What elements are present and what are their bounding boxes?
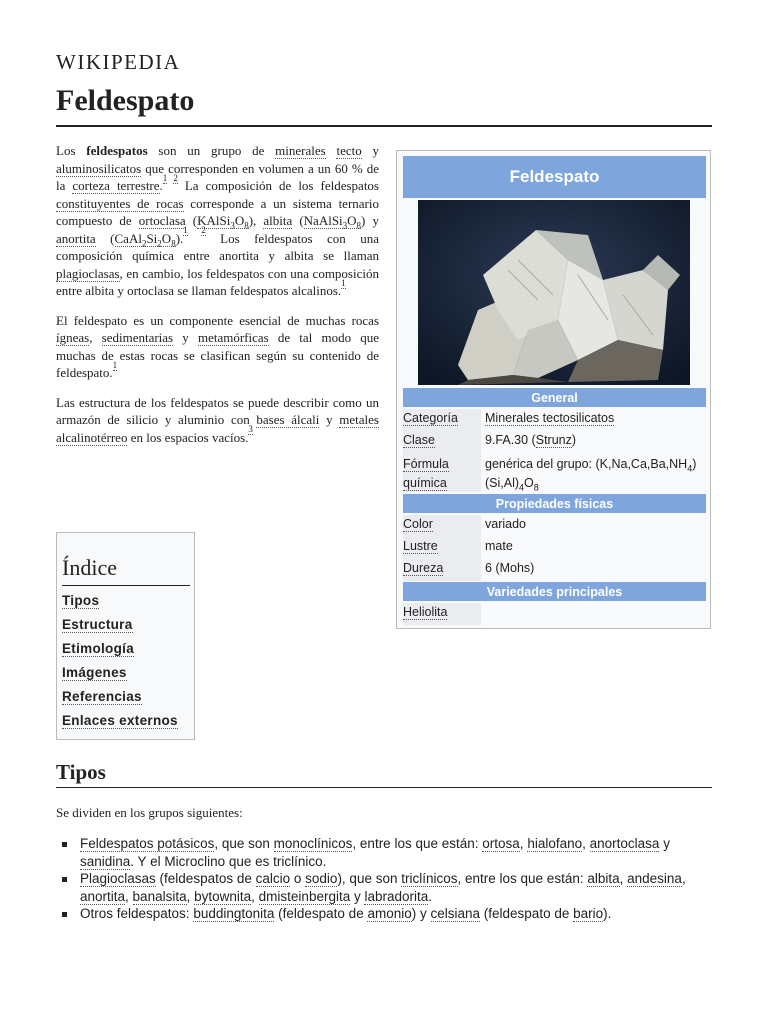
infobox-title: Feldespato [403,156,706,198]
infobox-row-formula: Fórmula química genérica del grupo: $(K,Na,Ca,Ba,NH_4)(Si,Al)_4O_8$ [403,453,706,492]
link-calcio[interactable]: calcio [255,871,291,886]
infobox-section-variedades: Variedades principales [403,582,706,601]
link-bario[interactable]: bario [573,906,604,921]
infobox-section-propiedades: Propiedades físicas [403,494,706,513]
list-item: Otros feldespatos: buddingtonita (feldespato de amonio) y celsiana (feldespato de bario). [62,905,712,923]
link-hialofano[interactable]: hialofano [527,836,583,851]
infobox-row-heliolita [403,603,706,625]
link-corteza-terrestre[interactable]: corteza terrestre [72,178,160,193]
formula-anortita[interactable]: $CaAl_2Si_2O_8$ [114,230,176,249]
link-anortita[interactable]: anortita [80,888,126,904]
link-banalsita[interactable]: banalsita [132,888,187,904]
label-formula-quimica[interactable]: Fórmula química [403,457,449,490]
formula-albita[interactable]: $NaAlSi_3O_8$ [303,213,362,231]
value-categoria[interactable]: Minerales tectosilicatos [485,411,615,425]
value-color: variado [485,517,526,531]
toc-item-estructura[interactable]: Estructura [62,617,133,632]
citation-link[interactable]: 2 [173,172,178,183]
link-andesina[interactable]: andesina [627,871,682,886]
infobox-row-dureza: Dureza 6 (Mohs) [403,559,706,581]
label-color[interactable]: Color [403,517,433,531]
link-amonio[interactable]: amonio [367,906,412,921]
citation-link[interactable]: 1 [341,277,346,288]
toc-item-etimologia[interactable]: Etimología [62,641,135,656]
infobox-row-clase: Clase 9.FA.30 (Strunz) [403,431,706,453]
link-minerales[interactable]: minerales [275,143,326,158]
label-categoria[interactable]: Categoría [403,411,458,425]
link-albita[interactable]: albita [263,213,293,228]
feldspar-mineral-image[interactable] [418,200,690,385]
toc-divider [62,585,190,586]
citation-link[interactable]: 1 [112,359,118,370]
link-sedimentarias[interactable]: sedimentarias [101,330,174,345]
link-ortosa[interactable]: ortosa [482,836,520,851]
tipos-intro: Se dividen en los grupos siguientes: [56,805,243,820]
value-lustre: mate [485,539,513,553]
toc-item-imagenes[interactable]: Imágenes [62,665,127,680]
link-feldespatos-potasicos[interactable]: Feldespatos potásicos [80,836,215,851]
citation-link[interactable]: 2 [201,225,206,236]
lead-paragraph-3: Las estructura de los feldespatos se puede describir como un armazón de silicio y aluminio con bases álcali y metales alcalinotérreo en los espacios vacíos.$^3$ [56,394,379,445]
title-divider [56,125,712,127]
label-dureza[interactable]: Dureza [403,561,444,575]
link-plagioclasas[interactable]: Plagioclasas [80,871,156,886]
label-lustre[interactable]: Lustre [403,539,438,553]
link-igneas[interactable]: ígneas [56,330,90,345]
table-of-contents [56,532,195,740]
link-bytownita[interactable]: bytownita [194,888,252,904]
link-anortita[interactable]: anortita [56,230,96,246]
section-heading-tipos: Tipos [56,760,106,784]
link-buddingtonita[interactable]: buddingtonita [193,906,275,921]
link-labradorita[interactable]: labradorita [364,888,429,904]
link-heliolita[interactable]: Heliolita [403,605,448,619]
list-item: Feldespatos potásicos, que son monoclínicos, entre los que están: ortosa, hialofano, anortoclasa y sanidina. Y el Microclino que es triclínico. [62,835,712,870]
link-ortoclasa[interactable]: ortoclasa [138,213,186,228]
lead-section [56,142,379,458]
link-tecto[interactable]: tecto [336,143,362,158]
link-dmisteinbergita[interactable]: dmisteinbergita [258,888,351,904]
infobox-row-categoria [403,409,706,431]
list-item: Plagioclasas (feldespatos de calcio o sodio), que son triclínicos, entre los que están: albita, andesina, anortita, banalsita, bytownita, dmisteinbergita y labradorita. [62,870,712,905]
infobox-section-general: General [403,388,706,407]
infobox [396,150,711,629]
mineral-photo-illustration [418,200,690,385]
page-title: Feldespato [56,84,195,117]
link-sodio[interactable]: sodio [305,871,338,886]
citation-link[interactable]: 3 [248,424,253,435]
link-monoclinicos[interactable]: monoclínicos [273,836,353,851]
label-clase[interactable]: Clase [403,433,435,447]
citation-link[interactable]: 1 [162,172,168,183]
citation-link[interactable]: 1 [183,225,188,236]
link-albita[interactable]: albita [587,871,620,886]
infobox-row-lustre [403,537,706,559]
link-aluminosilicatos[interactable]: aluminosilicatos [56,160,142,176]
toc-item-enlaces-externos[interactable]: Enlaces externos [62,713,178,728]
lead-paragraph-2: El feldespato es un componente esencial de muchas rocas ígneas, sedimentarias y metamórficas de tal modo que muchas de estas rocas se clasifican según su contenido de feldespato.$^1$ [56,312,380,380]
link-metales-alcalinoterreos[interactable]: metales alcalinotérreo [56,412,379,445]
lead-paragraph-1: Los feldespatos son un grupo de minerales tecto y aluminosilicatos que corresponden en volumen a un 60 % de la corteza terrestre.$^{1 2}$ La composición de los feldespatos constituyentes de rocas corresponde a un sistema ternario compuesto de ortoclasa $(KAlSi_3O_8)$, albita $(NaAlSi_3O_8)$ y anortita $(CaAl_2Si_2O_8).^{1 2}$ Los feldespatos con una composición química entre anortita y albita se llaman plagioclasas, en cambio, los feldespatos con una composición entre albita y ortoclasa se llaman feldespatos alcalinos.$^1$ [56,143,379,298]
tipos-list [62,835,712,923]
link-bases-alcali[interactable]: bases álcali [256,412,320,427]
link-triclinicos[interactable]: triclínicos [401,871,458,886]
link-sanidina[interactable]: sanidina [80,853,131,869]
infobox-row-color [403,515,706,537]
toc-item-tipos[interactable]: Tipos [62,593,100,608]
link-anortoclasa[interactable]: anortoclasa [589,836,660,851]
link-plagioclasas[interactable]: plagioclasas [56,265,120,281]
link-metamorficas[interactable]: metamórficas [197,330,269,345]
toc-item-referencias[interactable]: Referencias [62,689,142,704]
wikipedia-logo[interactable]: WIKIPEDIA [56,50,181,74]
link-constituyentes-de-rocas[interactable]: constituyentes de rocas [56,195,184,211]
link-strunz[interactable]: Strunz [535,433,572,447]
section-divider [56,787,712,788]
link-celsiana[interactable]: celsiana [430,906,481,921]
toc-title: Índice [62,555,117,580]
formula-ortoclasa[interactable]: $KAlSi_3O_8$ [197,213,249,231]
